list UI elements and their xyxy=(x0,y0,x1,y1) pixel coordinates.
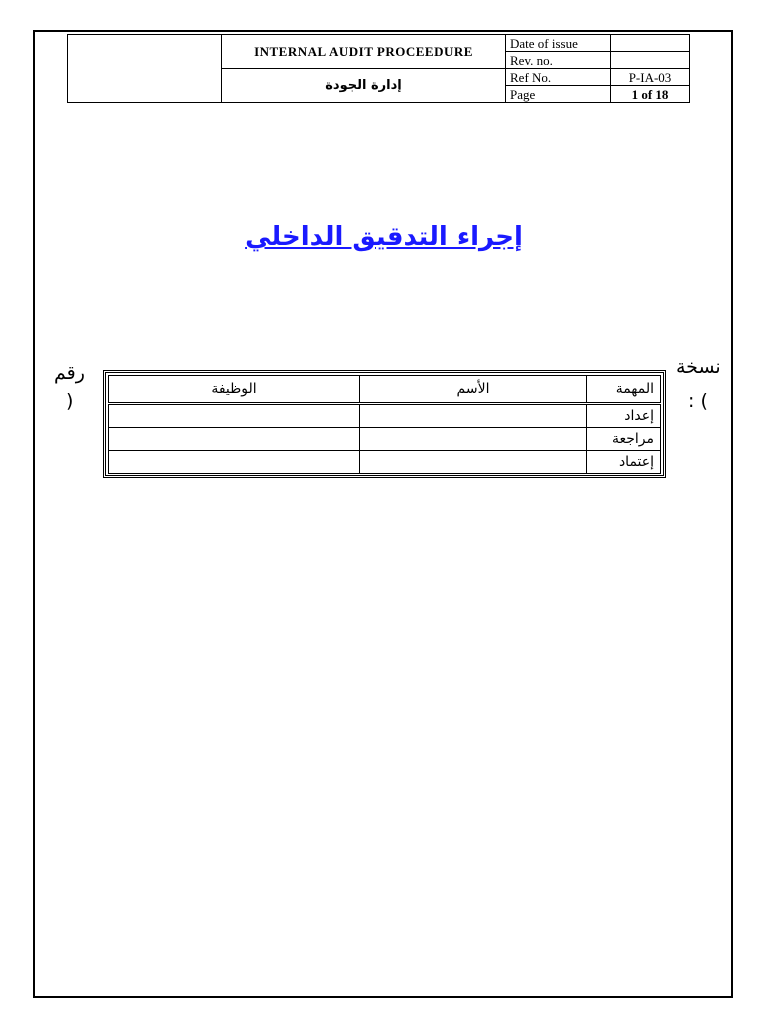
date-of-issue-label: Date of issue xyxy=(506,35,611,52)
row-job xyxy=(109,404,360,428)
row-name xyxy=(360,451,587,474)
ref-no-value: P-IA-03 xyxy=(611,69,690,86)
department-name: إدارة الجودة xyxy=(222,69,506,103)
header-name: الأسم xyxy=(360,376,587,404)
signature-table-frame xyxy=(103,370,666,478)
date-of-issue-value xyxy=(611,35,690,52)
copy-number-label: رقم xyxy=(54,362,85,384)
procedure-title: INTERNAL AUDIT PROCEEDURE xyxy=(222,35,506,69)
copy-paren-close: ) xyxy=(66,390,74,412)
logo-cell xyxy=(68,35,222,103)
row-task: مراجعة xyxy=(587,428,661,451)
row-job xyxy=(109,428,360,451)
table-row xyxy=(109,451,661,474)
row-task: إعتماد xyxy=(587,451,661,474)
header-job: الوظيفة xyxy=(109,376,360,404)
document-title: إجراء التدقيق الداخلي xyxy=(245,222,523,252)
page-value: 1 of 18 xyxy=(611,86,690,103)
document-header xyxy=(67,34,690,103)
page-border xyxy=(33,30,733,998)
copy-colon: : ( xyxy=(688,390,708,412)
row-task: إعداد xyxy=(587,404,661,428)
ref-no-label: Ref No. xyxy=(506,69,611,86)
rev-no-label: Rev. no. xyxy=(506,52,611,69)
rev-no-value xyxy=(611,52,690,69)
header-task: المهمة xyxy=(587,376,661,404)
table-row xyxy=(109,428,661,451)
page-label: Page xyxy=(506,86,611,103)
row-name xyxy=(360,428,587,451)
row-name xyxy=(360,404,587,428)
table-header-row xyxy=(109,376,661,404)
signature-table xyxy=(108,375,661,474)
row-job xyxy=(109,451,360,474)
copy-label: نسخة xyxy=(676,356,721,378)
table-row xyxy=(109,404,661,428)
